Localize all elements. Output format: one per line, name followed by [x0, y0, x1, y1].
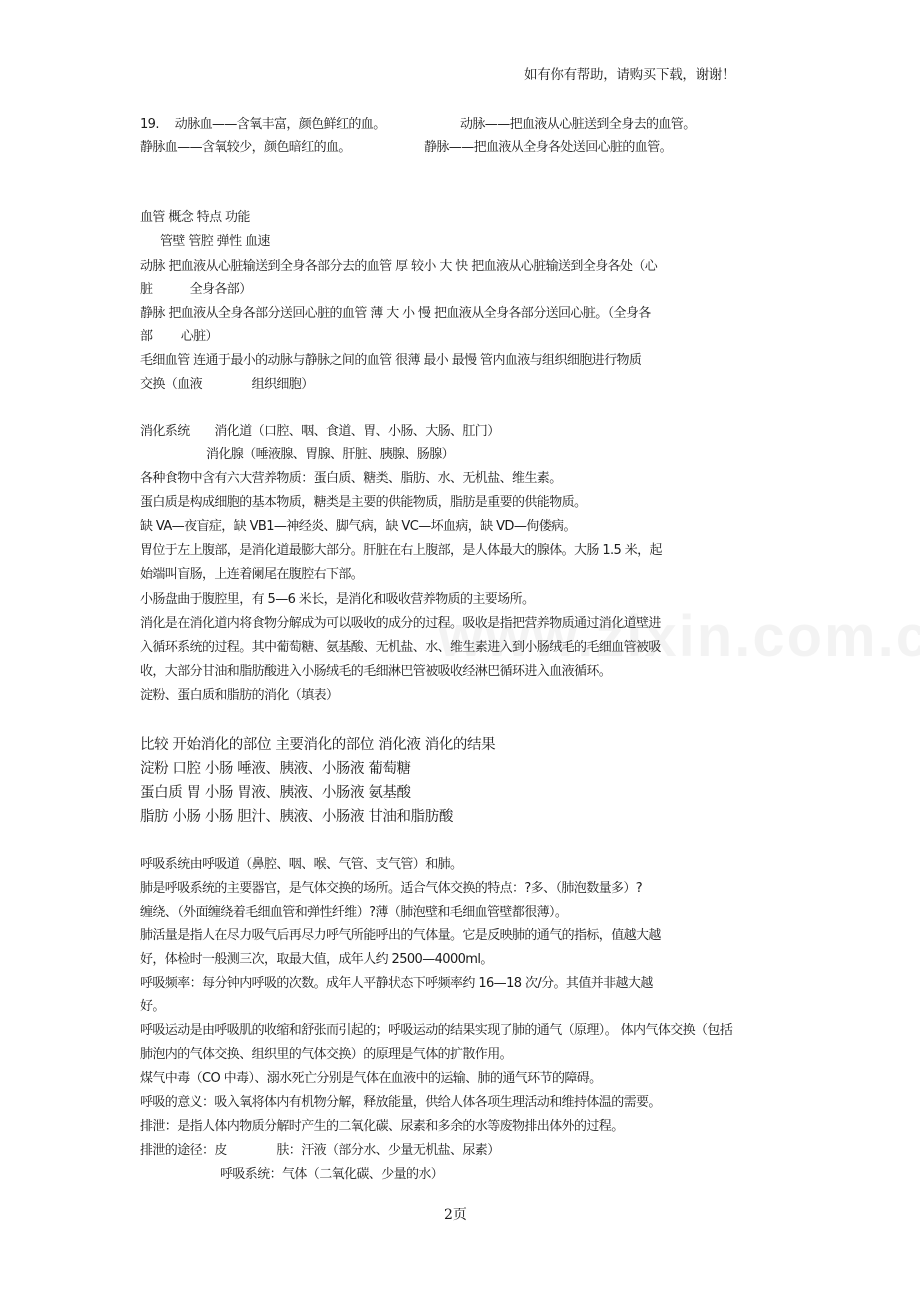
text-line: 动脉——把血液从心脏送到全身去的血管。: [460, 117, 696, 132]
text-line: 静脉——把血液从全身各处送回心脏的血管。: [424, 140, 673, 155]
text-line: 管壁 管腔 弹性 血速: [160, 234, 270, 249]
text-line: 呼吸系统：气体（二氧化碳、少量的水）: [220, 1167, 444, 1182]
text-line: 消化系统 消化道（口腔、咽、食道、胃、小肠、大肠、肛门）: [140, 424, 500, 439]
header-note: 如有你有帮助，请购买下载，谢谢！: [524, 67, 736, 83]
text-line: 排泄的途径：皮 肤：汗液（部分水、少量无机盐、尿素）: [140, 1143, 500, 1158]
text-line: 收，大部分甘油和脂肪酸进入小肠绒毛的毛细淋巴管被吸收经淋巴循环进入血液循环。: [140, 664, 612, 679]
table-row: 淀粉 口腔 小肠 唾液、胰液、小肠液 葡萄糖: [140, 761, 411, 777]
text-line: 19. 动脉血——含氧丰富，颜色鲜红的血。: [140, 117, 386, 132]
text-line: 呼吸系统由呼吸道（鼻腔、咽、喉、气管、支气管）和肺。: [140, 857, 463, 872]
text-line: 呼吸频率：每分钟内呼吸的次数。成年人平静状态下呼频率约 16—18 次/分。其值并非越大越: [140, 976, 653, 991]
text-line: 煤气中毒（CO 中毒）、溺水死亡分别是气体在血液中的运输、肺的通气环节的障碍。: [140, 1071, 602, 1086]
text-line: 入循环系统的过程。其中葡萄糖、氨基酸、无机盐、水、维生素进入到小肠绒毛的毛细血管被吸: [140, 640, 661, 655]
table-row: 比较 开始消化的部位 主要消化的部位 消化液 消化的结果: [140, 737, 496, 753]
text-line: 排泄：是指人体内物质分解时产生的二氧化碳、尿素和多余的水等废物排出体外的过程。: [140, 1119, 624, 1134]
text-line: 消化腺（唾液腺、胃腺、肝脏、胰腺、肠腺）: [206, 447, 455, 462]
text-line: 肺活量是指人在尽力吸气后再尽力呼气所能呼出的气体量。它是反映肺的通气的指标，值越大越: [140, 928, 661, 943]
table-row: 蛋白质 胃 小肠 胃液、胰液、小肠液 氨基酸: [140, 785, 411, 801]
text-line: 好。: [140, 999, 165, 1014]
table-row: 脂肪 小肠 小肠 胆汁、胰液、小肠液 甘油和脂肪酸: [140, 809, 453, 825]
text-line: 交换（血液 组织细胞）: [140, 377, 314, 392]
text-line: 静脉 把血液从全身各部分送回心脏的血管 薄 大 小 慢 把血液从全身各部分送回心脏。（全身各: [140, 306, 651, 321]
watermark: [438, 603, 920, 670]
text-line: 肺是呼吸系统的主要器官，是气体交换的场所。适合气体交换的特点：?多、（肺泡数量多）?: [140, 881, 643, 896]
text-line: 缠绕、（外面缠绕着毛细血管和弹性纤维）?薄（肺泡壁和毛细血管壁都很薄）。: [140, 905, 568, 920]
text-line: 肺泡内的气体交换、组织里的气体交换）的原理是气体的扩散作用。: [140, 1047, 513, 1062]
text-line: 各种食物中含有六大营养物质：蛋白质、糖类、脂肪、水、无机盐、维生素。: [140, 471, 562, 486]
text-line: 淀粉、蛋白质和脂肪的消化（填表）: [140, 688, 339, 703]
text-line: 好，体检时一般测三次，取最大值，成年人约 2500—4000ml。: [140, 952, 493, 967]
text-line: 蛋白质是构成细胞的基本物质，糖类是主要的供能物质，脂肪是重要的供能物质。: [140, 495, 587, 510]
text-line: 呼吸运动是由呼吸肌的收缩和舒张而引起的；呼吸运动的结果实现了肺的通气（原理）。 体内气体交换（包括: [140, 1023, 733, 1038]
text-line: 血管 概念 特点 功能: [140, 210, 250, 225]
text-line: 小肠盘曲于腹腔里，有 5—6 米长，是消化和吸收营养物质的主要场所。: [140, 592, 535, 607]
text-line: 消化是在消化道内将食物分解成为可以吸收的成分的过程。吸收是指把营养物质通过消化道壁进: [140, 616, 661, 631]
text-line: 静脉血——含氧较少，颜色暗红的血。: [140, 140, 351, 155]
text-line: 部 心脏）: [140, 329, 218, 344]
text-line: 缺 VA—夜盲症，缺 VB1—神经炎、脚气病，缺 VC—坏血病，缺 VD—佝偻病。: [140, 519, 576, 534]
page-number: 2页: [444, 1207, 467, 1223]
text-line: 脏 全身各部）: [140, 282, 252, 297]
text-line: 毛细血管 连通于最小的动脉与静脉之间的血管 很薄 最小 最慢 管内血液与组织细胞进行物质: [140, 353, 642, 368]
text-line: 胃位于左上腹部，是消化道最膨大部分。肝脏在右上腹部，是人体最大的腺体。大肠 1.5 米，起: [140, 543, 662, 558]
text-line: 始端叫盲肠，上连着阑尾在腹腔右下部。: [140, 567, 364, 582]
text-line: 动脉 把血液从心脏输送到全身各部分去的血管 厚 较小 大 快 把血液从心脏输送到全身各处（心: [140, 259, 658, 274]
text-line: 呼吸的意义：吸入氧将体内有机物分解，释放能量，供给人体各项生理活动和维持体温的需要。: [140, 1095, 661, 1110]
